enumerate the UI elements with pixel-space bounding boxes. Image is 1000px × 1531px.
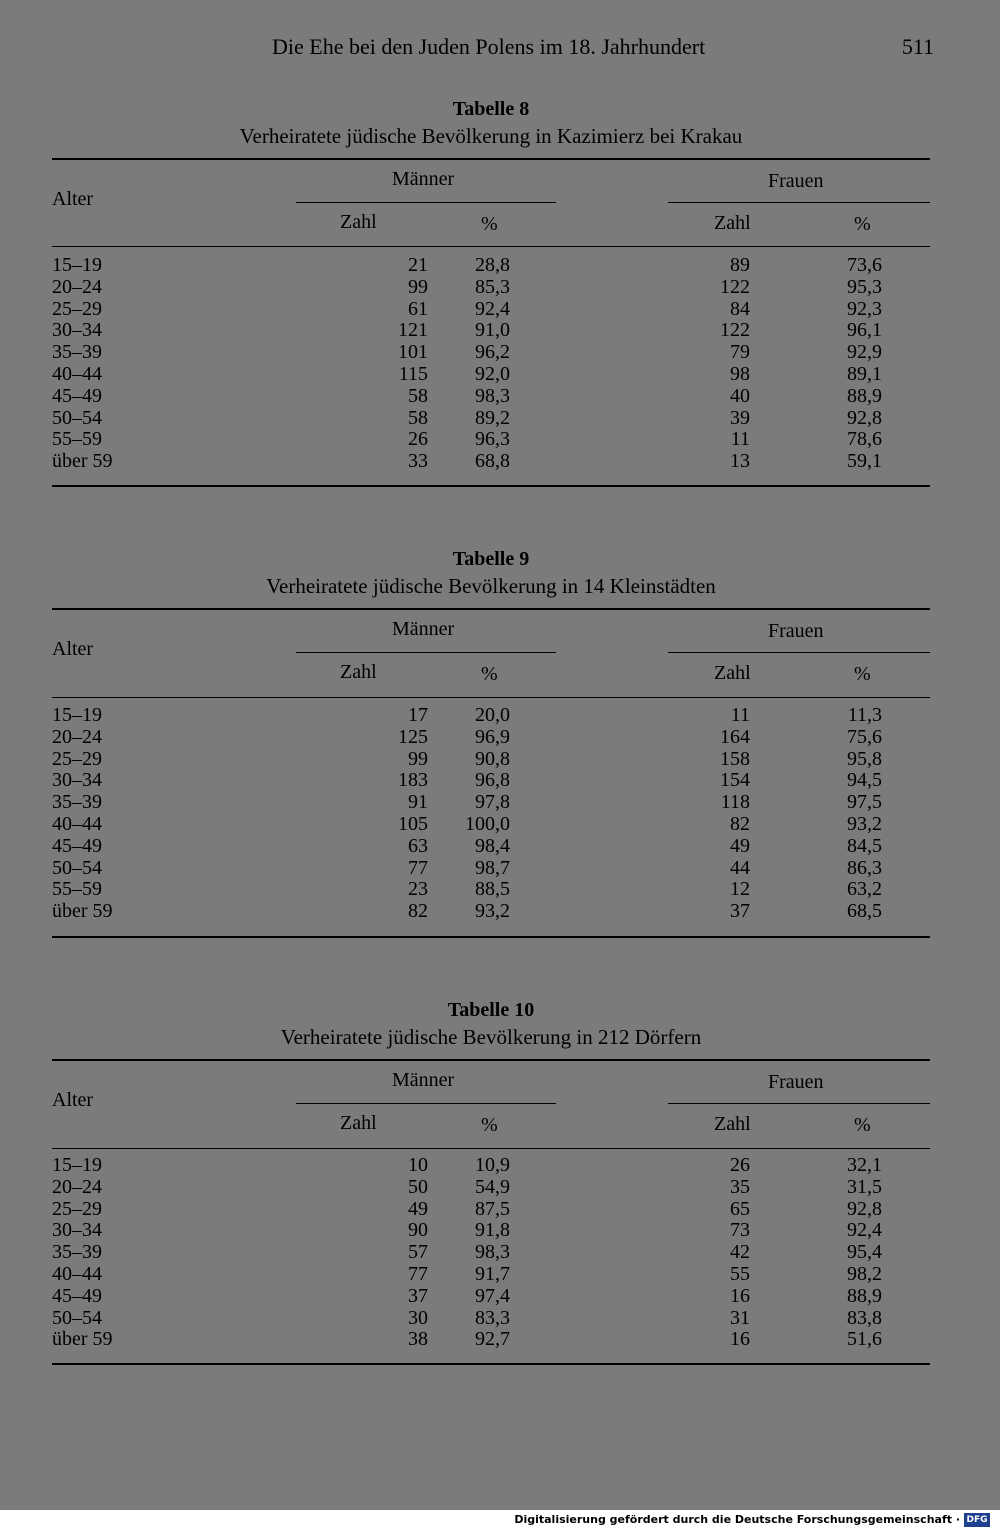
header-bottom-rule bbox=[52, 246, 930, 247]
cell-maenner-zahl: 99 bbox=[408, 747, 428, 770]
cell-frauen-percent: 84,5 bbox=[847, 834, 882, 857]
table-caption: Tabelle 8 bbox=[452, 98, 530, 120]
cell-alter: 15–19 bbox=[52, 704, 102, 726]
cell-frauen-zahl: 12 bbox=[730, 878, 750, 901]
table-row bbox=[52, 858, 930, 880]
cell-frauen-percent: 92,8 bbox=[847, 1197, 882, 1220]
cell-alter: 35–39 bbox=[52, 791, 102, 814]
table-row bbox=[52, 255, 930, 277]
cell-maenner-percent: 96,2 bbox=[475, 341, 510, 364]
cell-alter: 40–44 bbox=[52, 362, 102, 385]
cell-alter: 20–24 bbox=[52, 725, 102, 748]
cell-frauen-percent: 97,5 bbox=[847, 791, 882, 814]
cell-maenner-percent: 97,8 bbox=[475, 791, 510, 814]
cell-alter: 20–24 bbox=[52, 1175, 102, 1198]
table-row bbox=[52, 1242, 930, 1264]
header-alter: Alter bbox=[52, 188, 94, 210]
header-frauen: Frauen bbox=[768, 1071, 824, 1093]
cell-alter: 40–44 bbox=[52, 1262, 102, 1285]
cell-maenner-percent: 97,4 bbox=[475, 1284, 510, 1307]
header-percent-f: % bbox=[854, 213, 871, 235]
table-row bbox=[52, 408, 930, 430]
cell-maenner-zahl: 115 bbox=[398, 362, 428, 385]
table-body bbox=[52, 705, 930, 923]
table-row bbox=[52, 749, 930, 771]
cell-frauen-zahl: 65 bbox=[730, 1197, 750, 1220]
header-zahl-m: Zahl bbox=[340, 1112, 377, 1134]
cell-frauen-percent: 32,1 bbox=[847, 1154, 882, 1176]
cell-maenner-zahl: 125 bbox=[398, 725, 428, 748]
header-bottom-rule bbox=[52, 1148, 930, 1149]
table-row bbox=[52, 320, 930, 342]
cell-frauen-percent: 59,1 bbox=[847, 450, 882, 473]
cell-frauen-percent: 98,2 bbox=[847, 1262, 882, 1285]
table-row bbox=[52, 770, 930, 792]
cell-frauen-zahl: 158 bbox=[720, 747, 750, 770]
cell-alter: 35–39 bbox=[52, 1241, 102, 1264]
cell-maenner-percent: 88,5 bbox=[475, 878, 510, 901]
cell-frauen-percent: 88,9 bbox=[847, 384, 882, 407]
frauen-rule bbox=[668, 652, 930, 653]
table-row bbox=[52, 364, 930, 386]
cell-frauen-zahl: 89 bbox=[730, 254, 750, 276]
table-row bbox=[52, 1177, 930, 1199]
top-rule bbox=[52, 608, 930, 610]
table-row bbox=[52, 451, 930, 473]
cell-maenner-percent: 98,7 bbox=[475, 856, 510, 879]
table-row bbox=[52, 1220, 930, 1242]
cell-alter: 55–59 bbox=[52, 878, 102, 901]
cell-frauen-percent: 63,2 bbox=[847, 878, 882, 901]
cell-maenner-percent: 92,0 bbox=[475, 362, 510, 385]
header-maenner: Männer bbox=[392, 618, 455, 640]
cell-alter: 45–49 bbox=[52, 1284, 102, 1307]
header-bottom-rule bbox=[52, 697, 930, 698]
running-head-title: Die Ehe bei den Juden Polens im 18. Jahrhundert bbox=[272, 34, 706, 59]
footer-text: Digitalisierung gefördert durch die Deutsche Forschungsgemeinschaft · bbox=[514, 1513, 960, 1526]
table-row bbox=[52, 836, 930, 858]
frauen-rule bbox=[668, 1103, 930, 1104]
maenner-rule bbox=[296, 652, 556, 653]
header-zahl-f: Zahl bbox=[714, 662, 751, 684]
header-alter: Alter bbox=[52, 1089, 94, 1111]
cell-frauen-zahl: 84 bbox=[730, 297, 750, 320]
cell-maenner-zahl: 57 bbox=[408, 1241, 428, 1264]
cell-maenner-zahl: 33 bbox=[408, 450, 428, 473]
top-rule bbox=[52, 1059, 930, 1061]
cell-frauen-zahl: 13 bbox=[730, 450, 750, 473]
cell-maenner-zahl: 82 bbox=[408, 900, 428, 923]
cell-alter: über 59 bbox=[52, 450, 113, 473]
cell-frauen-percent: 92,9 bbox=[847, 341, 882, 364]
table-row bbox=[52, 814, 930, 836]
bottom-rule bbox=[52, 1363, 930, 1365]
cell-maenner-percent: 87,5 bbox=[475, 1197, 510, 1220]
cell-frauen-zahl: 16 bbox=[730, 1284, 750, 1307]
cell-frauen-zahl: 82 bbox=[730, 812, 750, 835]
table-body bbox=[52, 1155, 930, 1351]
cell-frauen-zahl: 11 bbox=[730, 704, 750, 726]
cell-alter: 40–44 bbox=[52, 812, 102, 835]
cell-alter: 15–19 bbox=[52, 254, 102, 276]
maenner-rule bbox=[296, 1103, 556, 1104]
cell-frauen-percent: 68,5 bbox=[847, 900, 882, 923]
header-alter: Alter bbox=[52, 638, 94, 660]
cell-maenner-zahl: 38 bbox=[408, 1328, 428, 1351]
cell-frauen-zahl: 49 bbox=[730, 834, 750, 857]
cell-frauen-percent: 95,8 bbox=[847, 747, 882, 770]
cell-alter: 25–29 bbox=[52, 297, 102, 320]
cell-frauen-percent: 95,4 bbox=[847, 1241, 882, 1264]
cell-frauen-zahl: 37 bbox=[730, 900, 750, 923]
table-row bbox=[52, 1286, 930, 1308]
running-head bbox=[0, 34, 1000, 64]
cell-frauen-zahl: 16 bbox=[730, 1328, 750, 1351]
cell-frauen-zahl: 55 bbox=[730, 1262, 750, 1285]
table-subtitle: Verheiratete jüdische Bevölkerung in 212 Dörfern bbox=[280, 1025, 702, 1049]
cell-frauen-percent: 73,6 bbox=[847, 254, 882, 276]
table-row bbox=[52, 1308, 930, 1330]
cell-frauen-percent: 95,3 bbox=[847, 275, 882, 298]
header-percent-f: % bbox=[854, 663, 871, 685]
cell-maenner-percent: 96,8 bbox=[475, 769, 510, 792]
cell-frauen-zahl: 79 bbox=[730, 341, 750, 364]
header-frauen: Frauen bbox=[768, 170, 824, 192]
frauen-rule bbox=[668, 202, 930, 203]
cell-alter: 50–54 bbox=[52, 856, 102, 879]
header-maenner: Männer bbox=[392, 1069, 455, 1091]
cell-frauen-zahl: 118 bbox=[720, 791, 750, 814]
cell-maenner-zahl: 105 bbox=[398, 812, 428, 835]
page-number: 511 bbox=[901, 34, 934, 59]
header-percent-m: % bbox=[481, 213, 498, 235]
cell-maenner-zahl: 23 bbox=[408, 878, 428, 901]
table-row bbox=[52, 1155, 930, 1177]
cell-maenner-zahl: 61 bbox=[408, 297, 428, 320]
table-9 bbox=[52, 546, 930, 941]
table-body bbox=[52, 255, 930, 473]
cell-frauen-zahl: 154 bbox=[720, 769, 750, 792]
table-row bbox=[52, 1329, 930, 1351]
cell-frauen-percent: 86,3 bbox=[847, 856, 882, 879]
cell-maenner-zahl: 101 bbox=[398, 341, 428, 364]
table-row bbox=[52, 342, 930, 364]
table-row bbox=[52, 727, 930, 749]
cell-frauen-zahl: 26 bbox=[730, 1154, 750, 1176]
table-8 bbox=[52, 96, 930, 491]
table-caption: Tabelle 9 bbox=[452, 548, 530, 570]
cell-maenner-percent: 10,9 bbox=[475, 1154, 510, 1176]
cell-maenner-zahl: 121 bbox=[398, 319, 428, 342]
cell-alter: 25–29 bbox=[52, 1197, 102, 1220]
cell-maenner-percent: 20,0 bbox=[475, 704, 510, 726]
cell-frauen-zahl: 11 bbox=[730, 428, 750, 451]
cell-frauen-zahl: 42 bbox=[730, 1241, 750, 1264]
cell-alter: 20–24 bbox=[52, 275, 102, 298]
cell-alter: 30–34 bbox=[52, 1219, 102, 1242]
cell-frauen-zahl: 73 bbox=[730, 1219, 750, 1242]
cell-maenner-zahl: 37 bbox=[408, 1284, 428, 1307]
bottom-rule bbox=[52, 936, 930, 938]
cell-maenner-zahl: 90 bbox=[408, 1219, 428, 1242]
cell-frauen-zahl: 39 bbox=[730, 406, 750, 429]
table-subtitle: Verheiratete jüdische Bevölkerung in Kazimierz bei Krakau bbox=[239, 124, 743, 148]
cell-maenner-percent: 96,3 bbox=[475, 428, 510, 451]
cell-maenner-percent: 96,9 bbox=[475, 725, 510, 748]
cell-maenner-percent: 100,0 bbox=[465, 812, 510, 835]
header-frauen: Frauen bbox=[768, 620, 824, 642]
cell-frauen-percent: 89,1 bbox=[847, 362, 882, 385]
cell-frauen-zahl: 98 bbox=[730, 362, 750, 385]
cell-maenner-zahl: 26 bbox=[408, 428, 428, 451]
cell-maenner-zahl: 30 bbox=[408, 1306, 428, 1329]
cell-frauen-zahl: 31 bbox=[730, 1306, 750, 1329]
cell-maenner-percent: 98,3 bbox=[475, 384, 510, 407]
cell-maenner-percent: 91,0 bbox=[475, 319, 510, 342]
cell-alter: 45–49 bbox=[52, 834, 102, 857]
cell-frauen-percent: 31,5 bbox=[847, 1175, 882, 1198]
table-row bbox=[52, 429, 930, 451]
cell-maenner-percent: 98,3 bbox=[475, 1241, 510, 1264]
cell-maenner-percent: 28,8 bbox=[475, 254, 510, 276]
cell-maenner-zahl: 77 bbox=[408, 1262, 428, 1285]
cell-maenner-percent: 93,2 bbox=[475, 900, 510, 923]
cell-maenner-percent: 89,2 bbox=[475, 406, 510, 429]
cell-alter: über 59 bbox=[52, 900, 113, 923]
cell-frauen-zahl: 35 bbox=[730, 1175, 750, 1198]
cell-frauen-zahl: 44 bbox=[730, 856, 750, 879]
maenner-rule bbox=[296, 202, 556, 203]
cell-maenner-percent: 91,8 bbox=[475, 1219, 510, 1242]
cell-maenner-percent: 92,7 bbox=[475, 1328, 510, 1351]
cell-frauen-percent: 11,3 bbox=[847, 704, 882, 726]
header-maenner: Männer bbox=[392, 168, 455, 190]
cell-frauen-zahl: 40 bbox=[730, 384, 750, 407]
table-subtitle: Verheiratete jüdische Bevölkerung in 14 Kleinstädten bbox=[266, 574, 716, 598]
cell-alter: über 59 bbox=[52, 1328, 113, 1351]
cell-frauen-percent: 96,1 bbox=[847, 319, 882, 342]
cell-frauen-zahl: 122 bbox=[720, 319, 750, 342]
cell-maenner-percent: 91,7 bbox=[475, 1262, 510, 1285]
cell-frauen-percent: 83,8 bbox=[847, 1306, 882, 1329]
cell-frauen-zahl: 122 bbox=[720, 275, 750, 298]
cell-frauen-percent: 75,6 bbox=[847, 725, 882, 748]
cell-maenner-percent: 68,8 bbox=[475, 450, 510, 473]
cell-maenner-zahl: 21 bbox=[408, 254, 428, 276]
cell-alter: 15–19 bbox=[52, 1154, 102, 1176]
header-percent-f: % bbox=[854, 1114, 871, 1136]
cell-alter: 25–29 bbox=[52, 747, 102, 770]
cell-maenner-percent: 83,3 bbox=[475, 1306, 510, 1329]
table-row bbox=[52, 386, 930, 408]
header-percent-m: % bbox=[481, 663, 498, 685]
table-row bbox=[52, 299, 930, 321]
cell-maenner-zahl: 91 bbox=[408, 791, 428, 814]
table-row bbox=[52, 277, 930, 299]
cell-frauen-percent: 78,6 bbox=[847, 428, 882, 451]
cell-maenner-zahl: 99 bbox=[408, 275, 428, 298]
cell-maenner-zahl: 63 bbox=[408, 834, 428, 857]
cell-maenner-percent: 90,8 bbox=[475, 747, 510, 770]
cell-maenner-zahl: 49 bbox=[408, 1197, 428, 1220]
cell-maenner-percent: 92,4 bbox=[475, 297, 510, 320]
cell-maenner-zahl: 77 bbox=[408, 856, 428, 879]
header-percent-m: % bbox=[481, 1114, 498, 1136]
cell-maenner-percent: 85,3 bbox=[475, 275, 510, 298]
cell-alter: 35–39 bbox=[52, 341, 102, 364]
cell-maenner-zahl: 183 bbox=[398, 769, 428, 792]
cell-frauen-percent: 51,6 bbox=[847, 1328, 882, 1351]
cell-maenner-percent: 98,4 bbox=[475, 834, 510, 857]
header-zahl-m: Zahl bbox=[340, 211, 377, 233]
cell-frauen-percent: 92,8 bbox=[847, 406, 882, 429]
cell-maenner-zahl: 58 bbox=[408, 406, 428, 429]
cell-maenner-zahl: 17 bbox=[408, 704, 428, 726]
bottom-rule bbox=[52, 485, 930, 487]
table-row bbox=[52, 705, 930, 727]
table-row bbox=[52, 879, 930, 901]
table-10 bbox=[52, 997, 930, 1369]
digitization-footer bbox=[0, 1510, 1000, 1531]
cell-alter: 50–54 bbox=[52, 1306, 102, 1329]
cell-frauen-percent: 92,3 bbox=[847, 297, 882, 320]
header-zahl-m: Zahl bbox=[340, 661, 377, 683]
cell-maenner-zahl: 58 bbox=[408, 384, 428, 407]
header-zahl-f: Zahl bbox=[714, 212, 751, 234]
table-row bbox=[52, 901, 930, 923]
cell-alter: 45–49 bbox=[52, 384, 102, 407]
table-row bbox=[52, 792, 930, 814]
cell-maenner-zahl: 50 bbox=[408, 1175, 428, 1198]
table-row bbox=[52, 1199, 930, 1221]
cell-frauen-percent: 93,2 bbox=[847, 812, 882, 835]
cell-maenner-percent: 54,9 bbox=[475, 1175, 510, 1198]
top-rule bbox=[52, 158, 930, 160]
cell-maenner-zahl: 10 bbox=[408, 1154, 428, 1176]
cell-frauen-zahl: 164 bbox=[720, 725, 750, 748]
cell-alter: 55–59 bbox=[52, 428, 102, 451]
table-caption: Tabelle 10 bbox=[447, 999, 535, 1021]
cell-frauen-percent: 94,5 bbox=[847, 769, 882, 792]
header-zahl-f: Zahl bbox=[714, 1113, 751, 1135]
cell-alter: 30–34 bbox=[52, 769, 102, 792]
cell-frauen-percent: 92,4 bbox=[847, 1219, 882, 1242]
dfg-logo: DFG bbox=[964, 1513, 990, 1527]
cell-frauen-percent: 88,9 bbox=[847, 1284, 882, 1307]
cell-alter: 50–54 bbox=[52, 406, 102, 429]
table-row bbox=[52, 1264, 930, 1286]
cell-alter: 30–34 bbox=[52, 319, 102, 342]
